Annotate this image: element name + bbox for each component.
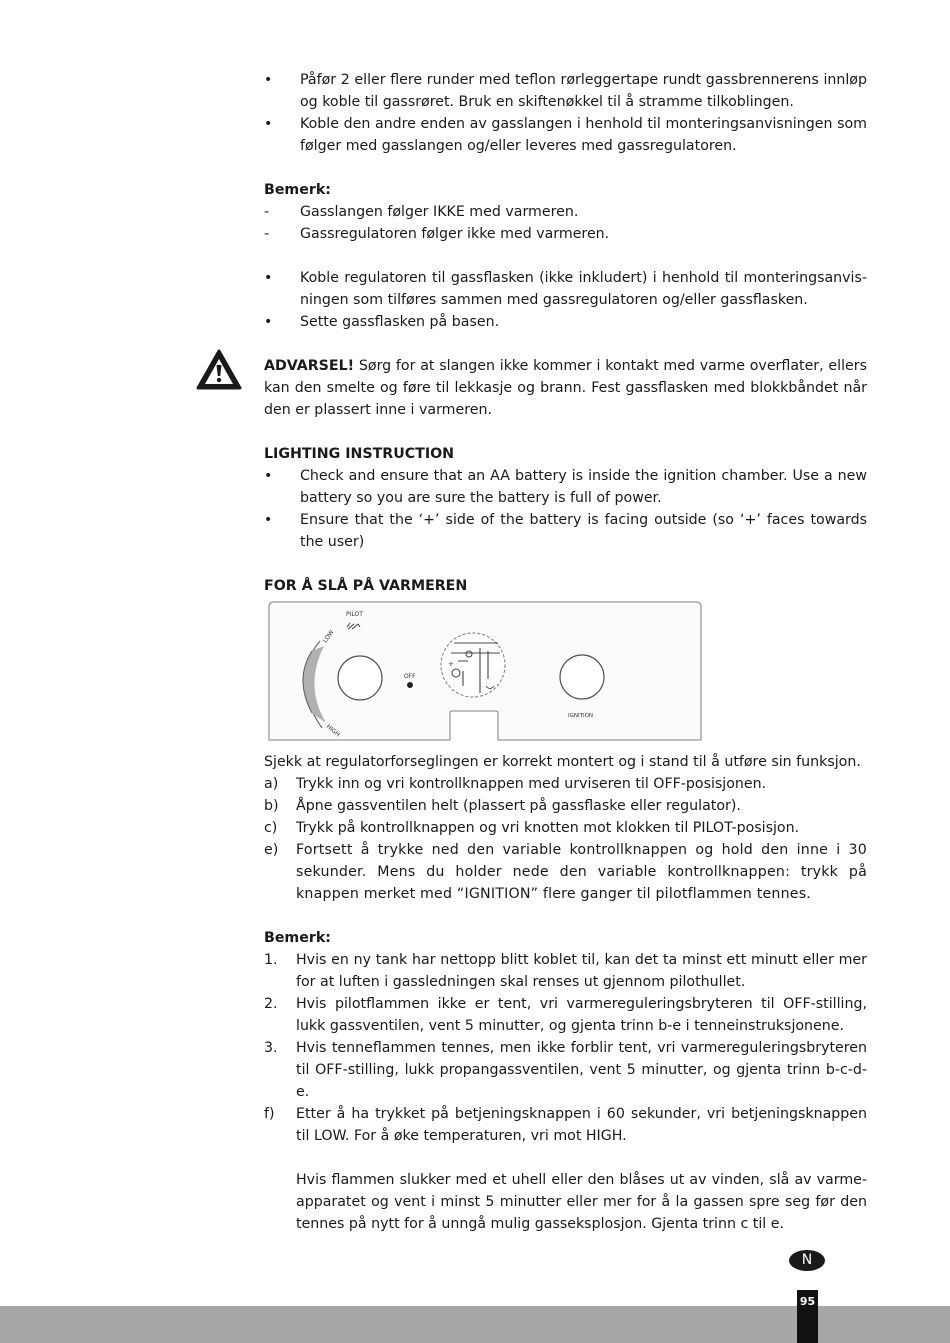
closing-text: Hvis flammen slukker med et uhell eller den blåses ut av vinden, slå av varme-apparatet og vent i minst 5 minutter eller mer for å la gassen spre seg før den tennes på nytt for å unngå mulig gasseksplosjon. Gjenta trinn c til e. bbox=[296, 1172, 867, 1232]
note-text: Hvis pilotflammen ikke er tent, vri varmereguleringsbryteren til OFF-stilling, lukk gassventilen, vent 5 minutter, og gjenta trinn b-e i tenneinstruksjonene. bbox=[296, 996, 867, 1034]
bullet-marker: • bbox=[264, 314, 273, 330]
turn-on-heading: FOR Å SLÅ PÅ VARMEREN bbox=[264, 578, 468, 594]
control-panel-diagram bbox=[268, 601, 702, 741]
list-item bbox=[264, 69, 867, 113]
bullet-marker: • bbox=[264, 72, 273, 88]
bullet-marker: • bbox=[264, 270, 273, 286]
note-heading: Bemerk: bbox=[264, 930, 331, 946]
step-text: Trykk på kontrollknappen og vri knotten mot klokken til PILOT-posisjon. bbox=[296, 820, 800, 836]
control-knob[interactable] bbox=[338, 656, 382, 700]
list-item bbox=[264, 949, 867, 993]
high-label: HIGH bbox=[324, 723, 342, 739]
list-item bbox=[264, 1037, 867, 1103]
pilot-label: PILOT bbox=[346, 611, 363, 618]
list-item bbox=[264, 795, 867, 817]
page-number: 95 bbox=[797, 1290, 818, 1343]
bullet-marker: • bbox=[264, 116, 273, 132]
bullet-marker: • bbox=[264, 512, 273, 528]
list-item bbox=[264, 993, 867, 1037]
note-text: Hvis en ny tank har nettopp blitt koblet til, kan det ta minst ett minutt eller mer for at luften i gassledningen skal renses ut gjennom pilothullet. bbox=[296, 952, 867, 990]
language-badge: N bbox=[789, 1250, 825, 1271]
list-item bbox=[264, 509, 867, 553]
turn-on-intro: Sjekk at regulatorforseglingen er korrekt montert og i stand til å utføre sin funksjon. bbox=[264, 754, 861, 770]
dash-marker: - bbox=[264, 204, 270, 220]
warning-text: Sørg for at slangen ikke kommer i kontakt med varme overflater, ellers kan den smelte og føre til lekkasje og brann. Fest gassflasken med blokkbåndet når den er plassert inne i varmeren. bbox=[264, 358, 867, 418]
warning-label: ADVARSEL! bbox=[264, 358, 355, 374]
bullet-text: Påfør 2 eller flere runder med teflon rørleggertape rundt gassbrennerens innløp og koble til gassrøret. Bruk en skiftenøkkel til å stramme tilkoblingen. bbox=[300, 72, 867, 110]
off-label: OFF bbox=[404, 673, 416, 680]
list-item bbox=[264, 223, 867, 245]
step-marker: b) bbox=[264, 798, 279, 814]
list-item bbox=[264, 1103, 867, 1147]
note-text: Gasslangen følger IKKE med varmeren. bbox=[300, 204, 579, 220]
note-heading: Bemerk: bbox=[264, 182, 331, 198]
lighting-heading: LIGHTING INSTRUCTION bbox=[264, 446, 455, 462]
list-item bbox=[264, 311, 867, 333]
step-marker: f) bbox=[264, 1106, 275, 1122]
list-item bbox=[264, 817, 867, 839]
step-text: Fortsett å trykke ned den variable kontrollknappen og hold den inne i 30 sekunder. Mens du holder nede den variable kontrollknappen: trykk på knappen merket med “IGNITION” flere ganger til pilotflammen tennes. bbox=[296, 842, 867, 902]
list-item bbox=[264, 267, 867, 311]
warning-triangle-icon bbox=[195, 348, 243, 392]
off-dot bbox=[407, 682, 413, 688]
step-marker: c) bbox=[264, 820, 278, 836]
step-marker: 2. bbox=[264, 996, 278, 1012]
list-item bbox=[264, 839, 867, 905]
step-marker: a) bbox=[264, 776, 279, 792]
ignition-button[interactable] bbox=[560, 655, 604, 699]
step-marker: 3. bbox=[264, 1040, 278, 1056]
bullet-text: Sette gassflasken på basen. bbox=[300, 314, 500, 330]
list-item bbox=[264, 465, 867, 509]
list-item bbox=[264, 773, 867, 795]
note-text: Hvis tenneflammen tennes, men ikke forblir tent, vri varmereguleringsbryteren til OFF-stilling, lukk propangassventilen, vent 5 minutter, og gjenta trinn b-c-d-e. bbox=[296, 1040, 867, 1100]
list-item bbox=[264, 113, 867, 157]
note-text: Gassregulatoren følger ikke med varmeren. bbox=[300, 226, 610, 242]
warning-paragraph bbox=[264, 355, 867, 421]
low-label: LOW bbox=[321, 628, 336, 645]
bullet-text: Ensure that the ‘+’ side of the battery is facing outside (so ‘+’ faces towards the user) bbox=[300, 512, 867, 550]
step-text: Åpne gassventilen helt (plassert på gassflaske eller regulator). bbox=[296, 798, 741, 814]
closing-paragraph bbox=[264, 1169, 867, 1235]
list-item bbox=[264, 201, 867, 223]
bullet-marker: • bbox=[264, 468, 273, 484]
ignition-label: IGNITION bbox=[568, 713, 594, 719]
dash-marker: - bbox=[264, 226, 270, 242]
step-marker: 1. bbox=[264, 952, 278, 968]
step-marker: e) bbox=[264, 842, 279, 858]
bullet-text: Koble regulatoren til gassflasken (ikke inkludert) i henhold til monteringsanvis-ningen som tilføres sammen med gassregulatoren og/eller gassflasken. bbox=[300, 270, 867, 308]
bullet-text: Koble den andre enden av gasslangen i henhold til monteringsanvisningen som følger med gasslangen og/eller leveres med gassregulatoren. bbox=[300, 116, 867, 154]
step-text: Trykk inn og vri kontrollknappen med urviseren til OFF-posisjonen. bbox=[296, 776, 767, 792]
svg-text:+: + bbox=[448, 660, 454, 668]
bullet-text: Check and ensure that an AA battery is inside the ignition chamber. Use a new battery so you are sure the battery is full of power. bbox=[300, 468, 867, 506]
note-text: Etter å ha trykket på betjeningsknappen i 60 sekunder, vri betjeningsknappen til LOW. For å øke temperaturen, vri mot HIGH. bbox=[296, 1106, 867, 1144]
